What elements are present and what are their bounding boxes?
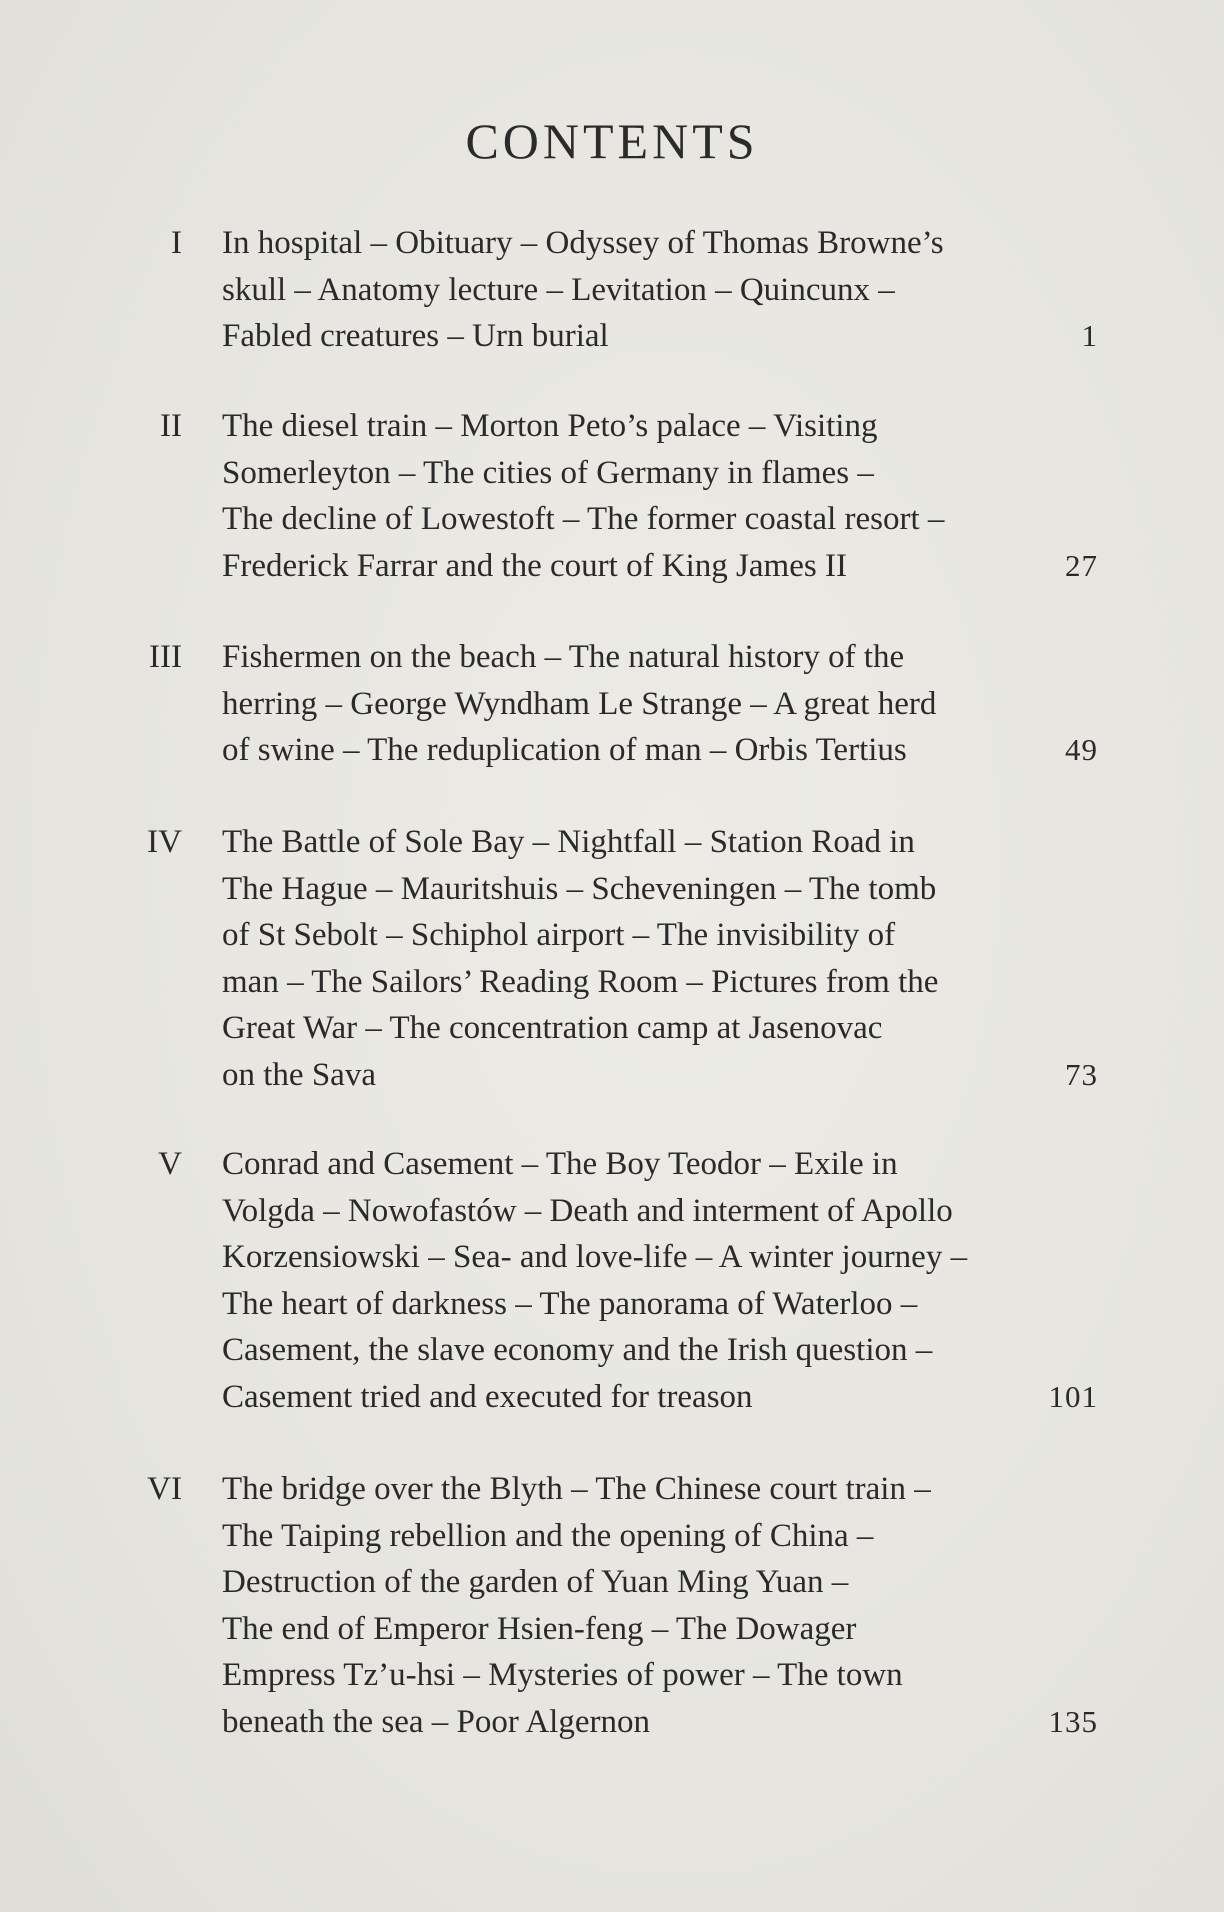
- page-number: 27: [1065, 547, 1098, 583]
- chapter-numeral: II: [160, 408, 182, 444]
- summary-line: The diesel train – Morton Peto’s palace – Visiting: [222, 408, 878, 444]
- summary-line: Frederick Farrar and the court of King James II: [222, 547, 847, 584]
- summary-line: Great War – The concentration camp at Jasenovac: [222, 1010, 883, 1046]
- summary-line: The Hague – Mauritshuis – Scheveningen – The tomb: [222, 870, 937, 907]
- chapter-numeral: I: [171, 225, 182, 261]
- summary-line: man – The Sailors’ Reading Room – Pictures from the: [222, 963, 939, 1000]
- chapter-summary: [222, 1141, 1062, 1420]
- summary-line: of swine – The reduplication of man – Orbis Tertius: [222, 732, 907, 768]
- summary-line: herring – George Wyndham Le Strange – A great herd: [222, 685, 937, 722]
- chapter-numeral: IV: [147, 824, 182, 860]
- summary-line: beneath the sea – Poor Algernon: [222, 1703, 650, 1740]
- summary-line: Casement tried and executed for treason: [222, 1378, 753, 1415]
- summary-line: skull – Anatomy lecture – Levitation – Quincunx –: [222, 271, 895, 308]
- summary-line: Conrad and Casement – The Boy Teodor – Exile in: [222, 1146, 898, 1182]
- chapter-summary: [222, 1466, 1062, 1745]
- chapter-numeral: III: [149, 639, 182, 675]
- chapter-summary: [222, 634, 1062, 774]
- summary-line: Fabled creatures – Urn burial: [222, 318, 609, 354]
- summary-line: Destruction of the garden of Yuan Ming Yuan –: [222, 1564, 849, 1600]
- summary-line: on the Sava: [222, 1056, 376, 1093]
- summary-line: The decline of Lowestoft – The former coastal resort –: [222, 501, 945, 537]
- chapter-summary: [222, 220, 1062, 360]
- summary-line: In hospital – Obituary – Odyssey of Thomas Browne’s: [222, 225, 944, 261]
- chapter-numeral: VI: [147, 1471, 182, 1507]
- summary-line: of St Sebolt – Schiphol airport – The invisibility of: [222, 917, 896, 953]
- summary-line: Somerleyton – The cities of Germany in flames –: [222, 454, 874, 491]
- summary-line: The end of Emperor Hsien-feng – The Dowager: [222, 1610, 857, 1647]
- chapter-summary: [222, 403, 1062, 589]
- page-number: 1: [1081, 318, 1098, 353]
- summary-line: Empress Tz’u-hsi – Mysteries of power – The town: [222, 1657, 903, 1693]
- summary-line: The heart of darkness – The panorama of Waterloo –: [222, 1285, 918, 1322]
- page-title: CONTENTS: [465, 113, 759, 169]
- page-number: 135: [1048, 1703, 1098, 1739]
- page-number: 49: [1065, 732, 1098, 767]
- page-number: 73: [1065, 1056, 1098, 1092]
- summary-line: Volgda – Nowofastów – Death and interment of Apollo: [222, 1192, 953, 1229]
- chapter-numeral: V: [158, 1146, 182, 1182]
- summary-line: The bridge over the Blyth – The Chinese court train –: [222, 1471, 931, 1507]
- summary-line: Korzensiowski – Sea- and love-life – A winter journey –: [222, 1239, 968, 1275]
- summary-line: Casement, the slave economy and the Irish question –: [222, 1332, 933, 1368]
- summary-line: Fishermen on the beach – The natural history of the: [222, 639, 905, 675]
- summary-line: The Battle of Sole Bay – Nightfall – Station Road in: [222, 824, 915, 860]
- page-number: 101: [1048, 1378, 1098, 1414]
- summary-line: The Taiping rebellion and the opening of China –: [222, 1517, 874, 1554]
- chapter-summary: [222, 819, 1062, 1098]
